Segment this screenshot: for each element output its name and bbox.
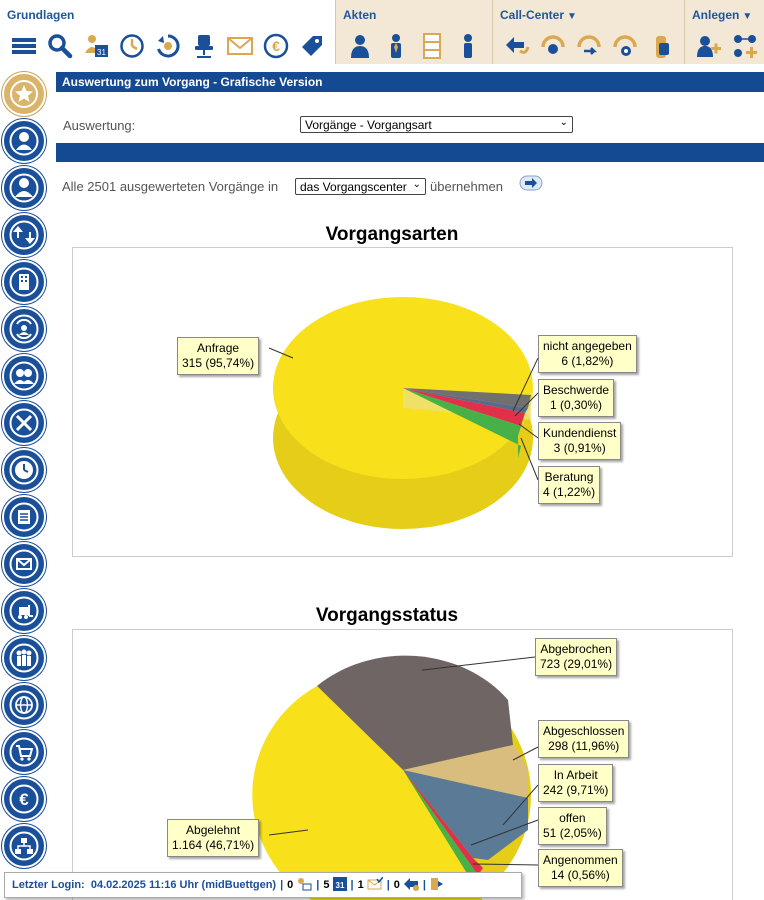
chart2-label-abgebrochen [535, 638, 617, 676]
building-icon[interactable] [2, 260, 46, 304]
chart1-label-beratung [538, 466, 600, 504]
status-count: 5 [323, 879, 330, 891]
calendar-person-icon[interactable] [82, 32, 110, 60]
user-icon[interactable] [454, 32, 482, 60]
chart2-label-abgeschlossen [538, 720, 629, 758]
slice-value: 51 (2,05%) [543, 826, 602, 840]
slice-value: 3 (0,91%) [553, 441, 606, 455]
tools-icon[interactable] [2, 401, 46, 445]
person-cycle-icon[interactable] [2, 307, 46, 351]
calendar-icon[interactable] [333, 877, 347, 894]
auswertung-select[interactable] [300, 116, 573, 133]
chart2-pie [73, 630, 733, 900]
contact-icon[interactable] [2, 119, 46, 163]
person-icon[interactable] [2, 166, 46, 210]
euro-icon[interactable] [2, 777, 46, 821]
slice-value: 4 (1,22%) [543, 485, 596, 499]
slice-name: Beratung [544, 470, 594, 484]
svg-text:31: 31 [97, 48, 106, 57]
slice-name: Abgeschlossen [543, 724, 625, 738]
filter-prefix-text: Alle 2501 ausgewerteten Vorgänge in [62, 179, 279, 194]
separator-bar [56, 143, 764, 162]
last-login-label: Letzter Login: [12, 879, 85, 891]
slice-value: 1.164 (46,71%) [172, 838, 255, 852]
page-header [56, 72, 764, 92]
chart2-label-angenommen [538, 849, 623, 887]
apply-arrow-button[interactable] [519, 175, 543, 191]
headset-transfer-icon[interactable] [575, 32, 603, 60]
document-icon[interactable] [2, 495, 46, 539]
filter-center-select[interactable] [295, 178, 426, 195]
svg-text:€: € [272, 38, 280, 54]
businessman-icon[interactable] [382, 32, 410, 60]
chevron-down-icon: ▼ [567, 11, 577, 22]
slice-name: Anfrage [197, 341, 240, 355]
chart1-panel [72, 247, 733, 557]
tag-icon[interactable] [298, 32, 326, 60]
thumbs-up-icon[interactable] [647, 32, 675, 60]
slice-name: nicht angegeben [543, 339, 632, 353]
filter-suffix-text: übernehmen [430, 179, 503, 194]
chart1-title: Vorgangsarten [325, 224, 459, 245]
slice-value: 6 (1,82%) [561, 354, 614, 368]
filter-select-value: das Vorgangscenter [300, 180, 407, 194]
file-cabinet-icon[interactable] [418, 32, 446, 60]
chart1-label-beschwerde [538, 379, 614, 417]
auswertung-label: Auswertung: [63, 118, 136, 133]
toolbar-group-grundlagen [0, 0, 336, 64]
sidebar [0, 64, 47, 900]
chart1-label-kundendienst [538, 422, 621, 460]
slice-name: Kundendienst [543, 426, 617, 440]
chart2-label-abgelehnt [167, 819, 259, 857]
globe-icon[interactable] [2, 683, 46, 727]
svg-text:€: € [19, 790, 29, 809]
slice-value: 14 (0,56%) [550, 868, 610, 882]
slice-name: Beschwerde [543, 383, 610, 397]
chart2-panel [72, 629, 733, 900]
last-login-value: 04.02.2025 11:16 Uhr (midBuettgen) [90, 879, 277, 891]
status-count: 1 [357, 879, 364, 891]
group-icon[interactable] [2, 354, 46, 398]
toolbar-group-anlegen[interactable] [685, 0, 764, 64]
chevron-down-icon: ⌄ [559, 117, 568, 128]
auswertung-select-value: Vorgänge - Vorgangsart [305, 118, 432, 132]
add-network-icon[interactable] [731, 32, 759, 60]
page-title: Auswertung zum Vorgang - Grafische Version [62, 75, 323, 89]
slice-value: 242 (9,71%) [543, 783, 609, 797]
search-icon[interactable] [46, 32, 74, 60]
chart2-label-in-arbeit [538, 764, 613, 802]
cart-icon[interactable] [2, 730, 46, 774]
slice-name: Abgebrochen [540, 642, 612, 656]
chart2-label-offen [538, 807, 607, 845]
toolbar-group-title: Akten [343, 8, 377, 22]
clock-icon[interactable] [118, 32, 146, 60]
status-bar: Letzter Login: 04.02.2025 11:16 Uhr (midBuettgen) | 0 | 5 31 | 1 | 0 | [4, 872, 522, 898]
toolbar-group-title: Anlegen ▼ [692, 8, 753, 22]
office-chair-icon[interactable] [190, 32, 218, 60]
team-icon[interactable] [2, 636, 46, 680]
mail-icon[interactable] [2, 542, 46, 586]
toolbar-group-title: Call-Center ▼ [500, 8, 577, 22]
add-user-icon[interactable] [695, 32, 723, 60]
status-count: 0 [393, 879, 400, 891]
org-chart-icon[interactable] [2, 824, 46, 868]
person-mail-icon[interactable] [296, 877, 312, 894]
slice-name: In Arbeit [553, 768, 598, 782]
slice-name: Abgelehnt [186, 823, 241, 837]
chevron-down-icon: ▼ [742, 11, 753, 22]
logout-icon[interactable] [430, 877, 446, 894]
slice-name: offen [559, 811, 586, 825]
incoming-call-icon[interactable] [503, 32, 531, 60]
slice-value: 315 (95,74%) [182, 356, 255, 370]
top-toolbar [0, 0, 764, 64]
toolbar-group-title: Grundlagen [7, 8, 75, 22]
chart1-pie [73, 248, 733, 557]
refresh-icon[interactable] [154, 32, 182, 60]
headset-call-icon[interactable] [539, 32, 567, 60]
status-count: 0 [287, 879, 294, 891]
toolbar-group-call-center[interactable] [493, 0, 685, 64]
chevron-down-icon: ⌄ [412, 179, 421, 190]
clock-icon[interactable] [2, 448, 46, 492]
mail-check-icon[interactable] [367, 877, 383, 894]
favorites-star-icon[interactable] [2, 72, 46, 116]
slice-name: Angenommen [543, 853, 618, 867]
envelope-icon[interactable] [226, 32, 254, 60]
chart1-label-nicht-angegeben [538, 335, 637, 373]
person-icon[interactable] [346, 32, 374, 60]
menu-icon[interactable] [10, 32, 38, 60]
slice-value: 298 (11,96%) [548, 739, 620, 753]
chart2-title: Vorgangsstatus [315, 605, 459, 626]
transfer-icon[interactable] [403, 877, 419, 894]
slice-value: 1 (0,30%) [549, 398, 603, 412]
headset-settings-icon[interactable] [611, 32, 639, 60]
svg-text:31: 31 [335, 880, 344, 890]
slice-value: 723 (29,01%) [540, 657, 613, 671]
chart1-label-anfrage [177, 337, 259, 375]
euro-icon[interactable] [262, 32, 290, 60]
toolbar-group-akten [336, 0, 493, 64]
